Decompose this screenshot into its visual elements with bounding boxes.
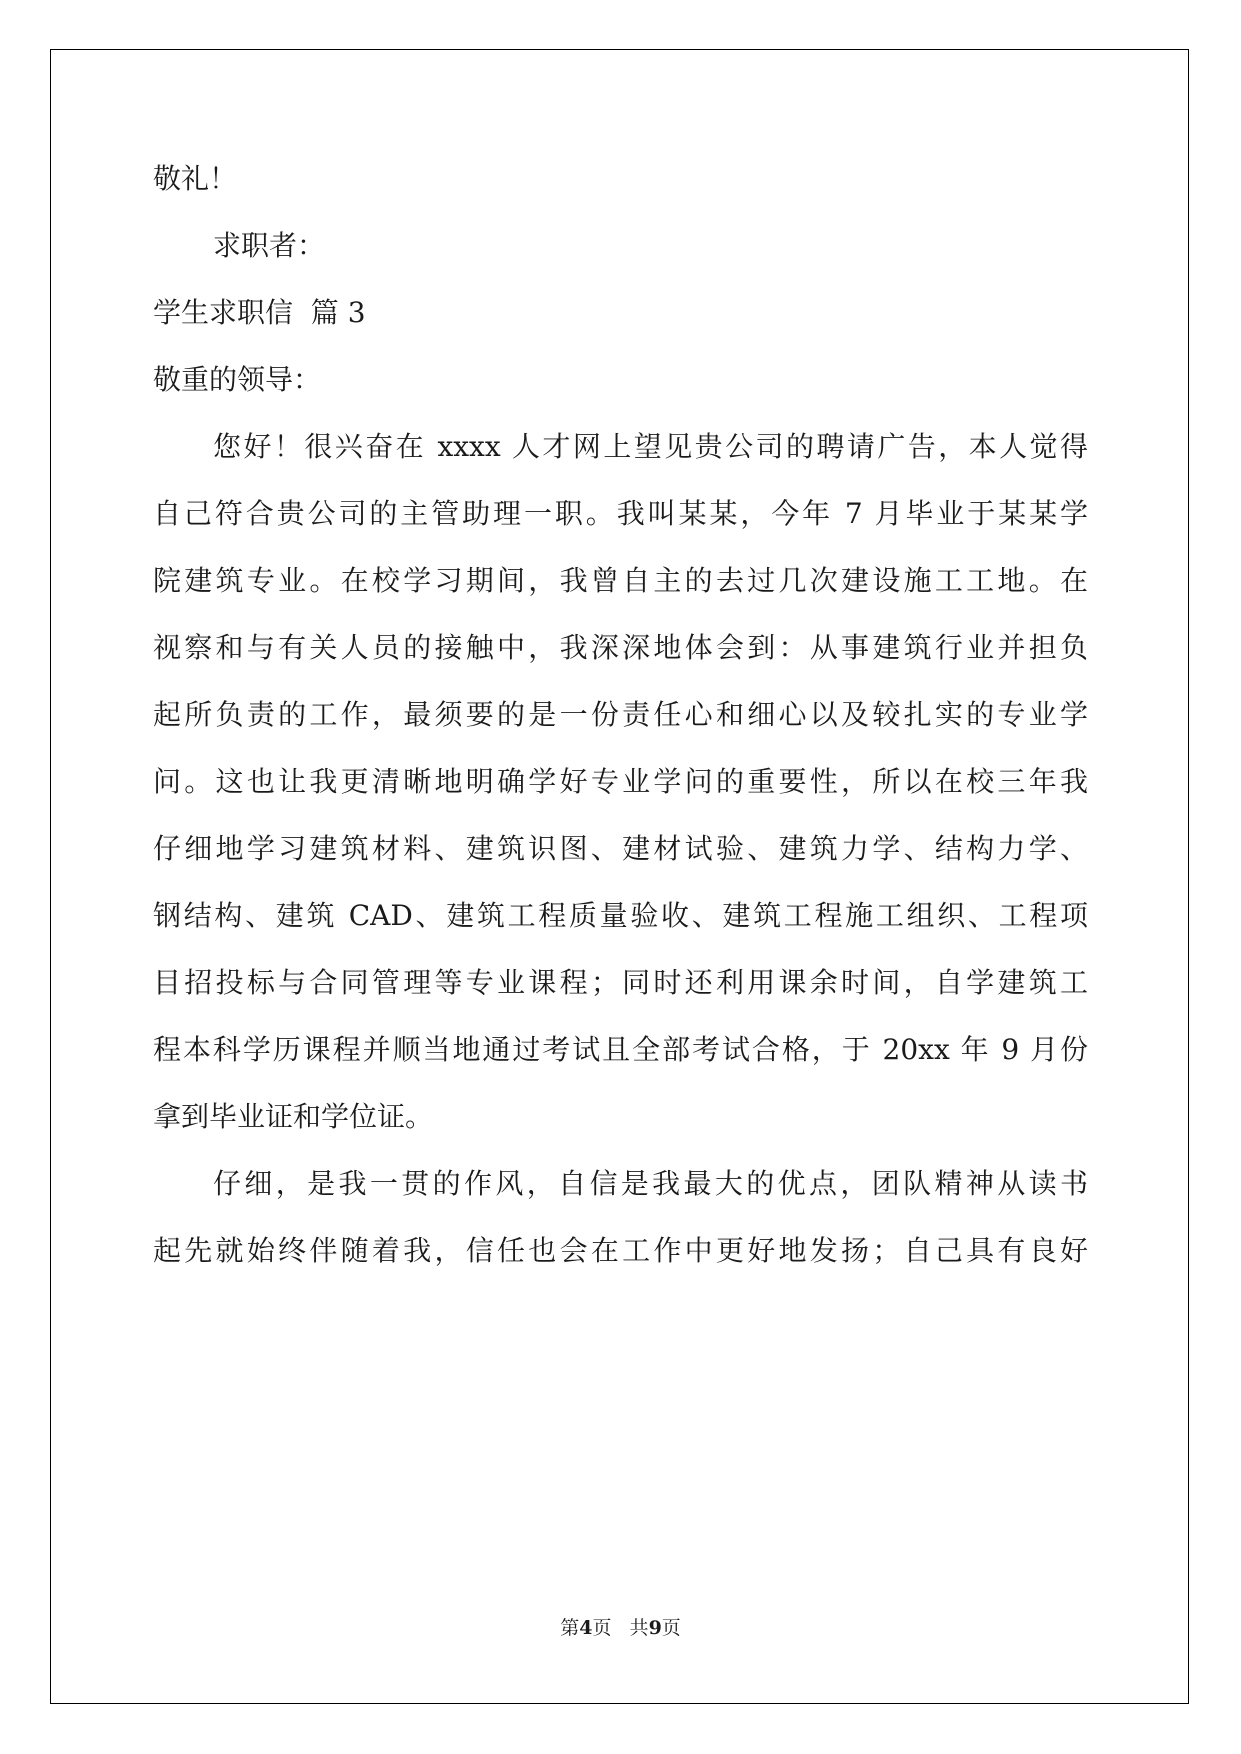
footer-prefix: 第 (560, 1617, 580, 1639)
paragraph-line: 拿到毕业证和学位证。 (153, 1100, 434, 1133)
paragraph-line: 钢结构、建筑 CAD、建筑工程质量验收、建筑工程施工组织、工程项 (153, 899, 1088, 932)
letter-body (153, 164, 1088, 1303)
paragraph-line: 目招投标与合同管理等专业课程；同时还利用课余时间，自学建筑工 (153, 966, 1088, 999)
paragraph-1 (153, 432, 1088, 1132)
total-pages-number: 9 (648, 1617, 662, 1639)
paragraph-line: 院建筑专业。在校学习期间，我曾自主的去过几次建设施工工地。在 (153, 564, 1088, 597)
paragraph-line: 仔细地学习建筑材料、建筑识图、建材试验、建筑力学、结构力学、 (153, 832, 1088, 865)
footer-suffix: 页 (661, 1617, 681, 1639)
section-title: 学生求职信 篇 3 (153, 296, 366, 329)
paragraph-line: 您好！很兴奋在 xxxx 人才网上望见贵公司的聘请广告，本人觉得 (213, 430, 1088, 463)
page-number-footer (0, 1613, 1241, 1640)
current-page-number: 4 (579, 1617, 593, 1639)
footer-mid: 页 共 (592, 1617, 649, 1639)
paragraph-line: 程本科学历课程并顺当地通过考试且全部考试合格，于 20xx 年 9 月份 (153, 1033, 1088, 1066)
paragraph-2 (153, 1169, 1088, 1266)
paragraph-line: 视察和与有关人员的接触中，我深深地体会到：从事建筑行业并担负 (153, 631, 1088, 664)
paragraph-line: 仔细，是我一贯的作风，自信是我最大的优点，团队精神从读书 (213, 1167, 1088, 1200)
paragraph-line: 自己符合贵公司的主管助理一职。我叫某某，今年 7 月毕业于某某学 (153, 497, 1088, 530)
signature-label: 求职者： (213, 229, 326, 262)
paragraph-line: 起所负责的工作，最须要的是一份责任心和细心以及较扎实的专业学 (153, 698, 1088, 731)
closing-salutation: 敬礼！ (153, 162, 238, 195)
paragraph-line: 起先就始终伴随着我，信任也会在工作中更好地发扬；自己具有良好 (153, 1234, 1088, 1267)
paragraph-line: 问。这也让我更清晰地明确学好专业学问的重要性，所以在校三年我 (153, 765, 1088, 798)
greeting: 敬重的领导： (153, 363, 322, 396)
